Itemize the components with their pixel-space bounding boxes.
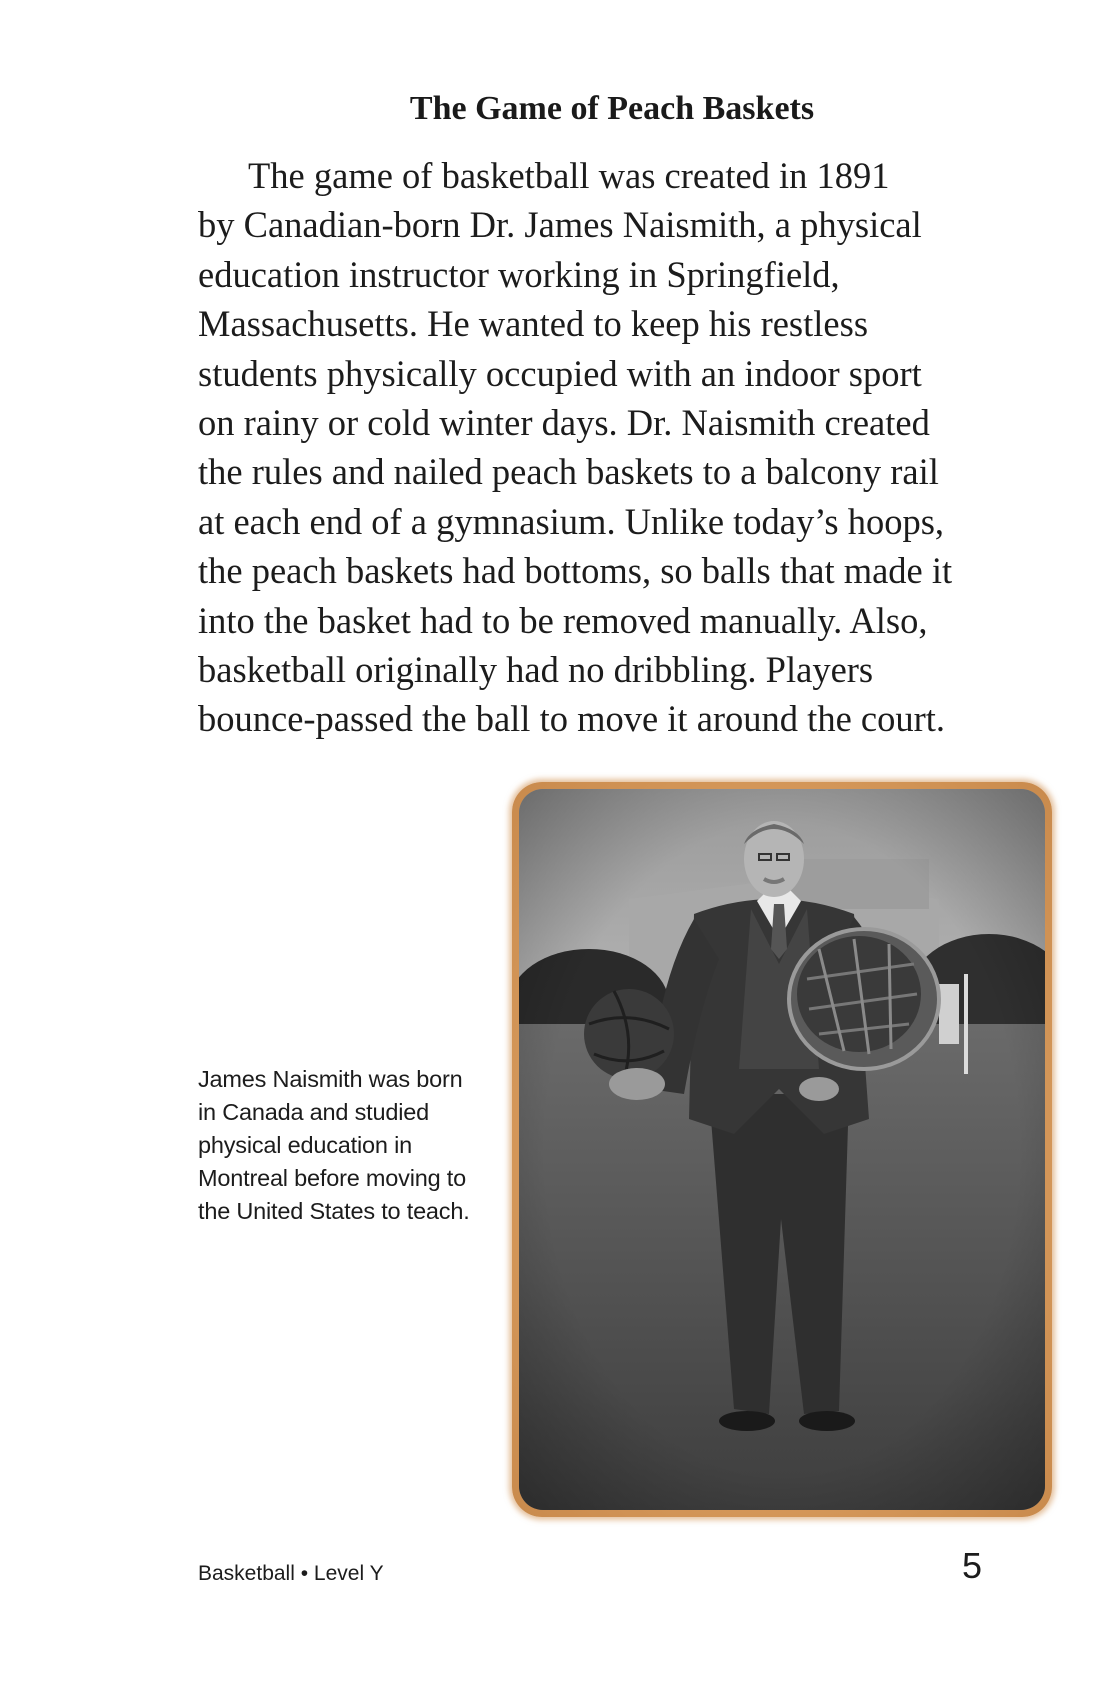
page-number: 5 (962, 1545, 983, 1586)
caption-line: physical education in (198, 1132, 412, 1158)
body-line: basketball originally had no dribbling. Players (198, 649, 874, 691)
body-line: bounce-passed the ball to move it around the court. (198, 698, 946, 740)
body-line: the rules and nailed peach baskets to a balcony rail (198, 451, 939, 493)
caption-line: James Naismith was born (198, 1066, 463, 1092)
body-line: Massachusetts. He wanted to keep his restless (198, 303, 869, 345)
caption-line: the United States to teach. (198, 1198, 470, 1224)
naismith-photo (519, 789, 1045, 1510)
body-line: education instructor working in Springfield, (198, 253, 840, 295)
body-line: into the basket had to be removed manually. Also, (198, 599, 928, 641)
section-heading: The Game of Peach Baskets (409, 90, 815, 127)
caption-line: in Canada and studied (198, 1099, 429, 1125)
caption-line: Montreal before moving to (198, 1165, 467, 1191)
body-line: on rainy or cold winter days. Dr. Naismith created (198, 402, 930, 444)
footer-book-title: Basketball • Level Y (198, 1562, 384, 1585)
body-line: The game of basketball was created in 1891 (248, 155, 890, 196)
body-line: at each end of a gymnasium. Unlike today’s hoops, (198, 500, 945, 542)
photo-caption (198, 1063, 498, 1228)
body-paragraph (198, 151, 1018, 744)
body-line: the peach baskets had bottoms, so balls that made it (198, 550, 953, 592)
body-line: students physically occupied with an indoor sport (198, 352, 922, 394)
body-line: by Canadian-born Dr. James Naismith, a physical (198, 204, 922, 246)
